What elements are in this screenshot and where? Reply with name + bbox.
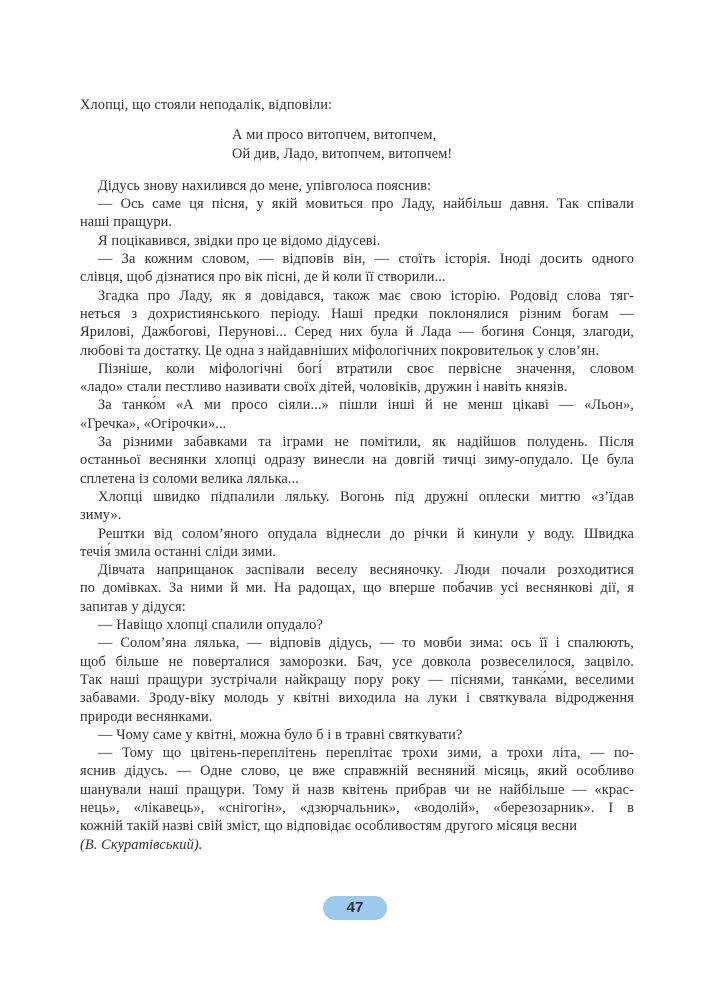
text-line: За різними забавками та іграми не помітили, як надійшов полудень. Після xyxy=(98,434,634,451)
source-attribution: (В. Скуратівський). xyxy=(80,836,203,853)
text-line: нець», «лікавець», «снігогін», «дзюрчальник», «водолій», «березозарник». І в xyxy=(80,799,634,816)
text-line: яснив дідусь. — Одне слово, це вже справжній весняний місяць, який особливо xyxy=(80,763,634,780)
paragraph xyxy=(80,561,634,616)
text-line: природи веснянками. xyxy=(80,708,213,725)
text-line: запитав у дідуся: xyxy=(80,598,186,615)
text-line: Хлопці швидко підпалили ляльку. Вогонь під дружні оплески миттю «з’їдав xyxy=(98,488,634,505)
text-column xyxy=(80,96,634,854)
paragraph xyxy=(80,634,634,725)
text-line: забавами. Зроду-віку молодь у квітні виходила на луки і святкувала відродження xyxy=(80,690,634,707)
text-line: Пізніше, коли міфологічні богі́ втратили своє первісне значення, словом xyxy=(98,360,634,377)
text-line: «Гречка», «Огірочки»... xyxy=(80,415,227,432)
verse-line: Ой див, Ладо, витопчем, витопчем! xyxy=(232,145,453,162)
text-line: Ярилові, Дажбогові, Перунові... Серед них була й Лада — богиня Сонця, злагоди, xyxy=(80,324,634,341)
text-line: — Тому що цвітень-переплітень переплітає трохи зими, а трохи літа, — по- xyxy=(98,745,634,762)
text-line: — Навіщо хлопці спалили опудало? xyxy=(98,617,323,634)
paragraph xyxy=(80,195,634,232)
text-line: — Солом’яна лялька, — відповів дідусь, — то мовби зима: ось її і спалюють, xyxy=(98,635,634,652)
paragraph xyxy=(80,726,634,744)
text-line: останньої веснянки хлопці одразу винесли на довгій тичці зиму-опудало. Це була xyxy=(80,452,634,469)
text-line: неться з дохристиянського періоду. Наші предки поклонялися різним богам — xyxy=(80,305,634,322)
text-line: Рештки від солом’яного опудала віднесли до річки й кинули у воду. Швидка xyxy=(98,525,634,542)
text-line: Я поцікавився, звідки про це відомо дідусеві. xyxy=(98,232,381,249)
text-line: Дідусь знову нахилився до мене, упівголоса пояснив: xyxy=(98,177,432,194)
text-line: «ладо» стали пестливо називати своїх дітей, чоловіків, дружин і навіть князів. xyxy=(80,379,568,396)
text-line: по домівках. За ними й ми. На радощах, що вперше побачив усі веснянкові дії, я xyxy=(80,580,634,597)
paragraph xyxy=(80,177,634,195)
text-line: Згадка про Ладу, як я довідався, також має свою історію. Родовід слова тяг- xyxy=(98,287,634,304)
paragraph xyxy=(80,433,634,488)
song-verse xyxy=(232,114,634,177)
paragraph xyxy=(80,616,634,634)
text-line: Дівчата наприщанок заспівали веселу весняночку. Люди почали розходитися xyxy=(98,562,634,579)
paragraph xyxy=(80,744,634,854)
text-line: течія́ змила останні сліди зими. xyxy=(80,543,277,560)
story-body xyxy=(80,177,634,854)
text-line: — Ось саме ця пісня, у якій мовиться про Ладу, найбільш давня. Так співали xyxy=(98,196,634,213)
text-line: За танко́м «А ми просо сіяли...» пішли інші й не менш цікаві — «Льон», xyxy=(98,397,634,414)
text-line: щоб більше не поверталися заморозки. Бач, усе довкола розвеселилося, зацвіло. xyxy=(80,653,634,670)
text-line: кожній такій назві свій зміст, що відповідає особливостям другого місяця весни xyxy=(80,818,578,835)
text-line: любові та достатку. Це одна з найдавніших міфологічних покровительок у слов’ян. xyxy=(80,342,600,359)
text-line: — За кожним словом, — відповів він, — стоїть історія. Іноді досить одного xyxy=(98,251,634,268)
intro-paragraph xyxy=(80,96,634,114)
paragraph xyxy=(80,287,634,360)
paragraph xyxy=(80,360,634,397)
text-line: зиму». xyxy=(80,507,122,524)
text-line: наші пращури. xyxy=(80,214,173,231)
paragraph xyxy=(80,250,634,287)
text-line: Так наші пращури зустрічали найкращу пору року — піснями, танка́ми, веселими xyxy=(80,671,634,688)
text-line: шанували наші пращури. Тому й назв квітень прибрав чи не найбільше — «крас- xyxy=(80,781,634,798)
verse-line: А ми просо витопчем, витопчем, xyxy=(232,127,437,144)
paragraph xyxy=(80,232,634,250)
paragraph xyxy=(80,525,634,562)
paragraph xyxy=(80,488,634,525)
page-number: 47 xyxy=(323,896,387,920)
paragraph xyxy=(80,396,634,433)
text-line: сплетена із соломи велика лялька... xyxy=(80,470,299,487)
text-line: — Чому саме у квітні, можна було б і в травні святкувати? xyxy=(98,726,463,743)
text-line: Хлопці, що стояли неподалік, відповіли: xyxy=(80,97,333,113)
text-line: слівця, щоб дізнатися про вік пісні, де й коли її створили... xyxy=(80,269,446,286)
